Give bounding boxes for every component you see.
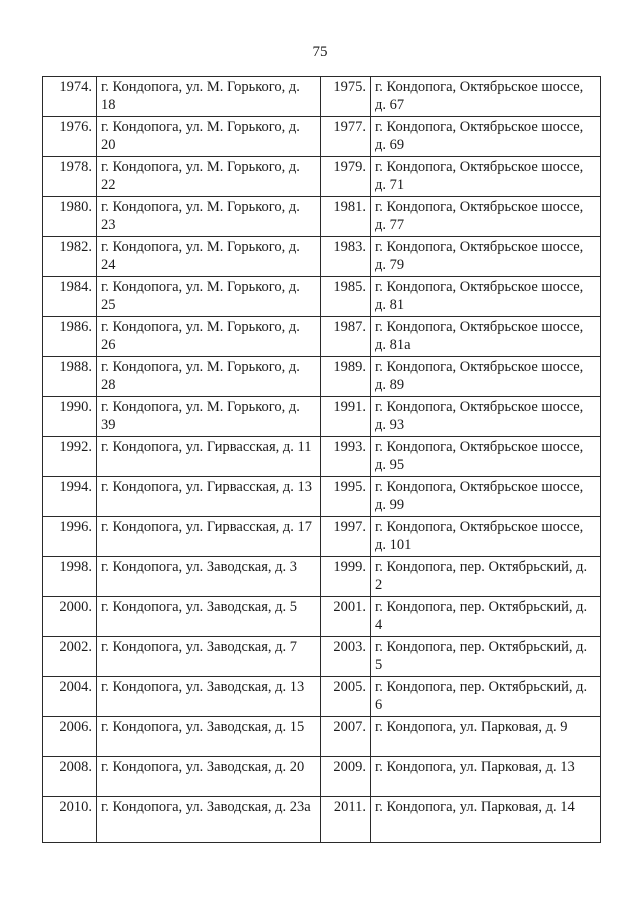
entry-address: г. Кондопога, Октябрьское шоссе, д. 71 — [371, 157, 601, 197]
entry-number: 1998. — [43, 557, 97, 597]
table-row — [43, 117, 601, 157]
entry-address: г. Кондопога, Октябрьское шоссе, д. 81а — [371, 317, 601, 357]
entry-number: 1975. — [321, 77, 371, 117]
entry-address: г. Кондопога, Октябрьское шоссе, д. 93 — [371, 397, 601, 437]
entry-number: 2005. — [321, 677, 371, 717]
table-row — [43, 237, 601, 277]
table-row — [43, 477, 601, 517]
entry-number: 2004. — [43, 677, 97, 717]
entry-address: г. Кондопога, ул. Заводская, д. 13 — [97, 677, 321, 717]
entry-number: 1990. — [43, 397, 97, 437]
entry-number: 1999. — [321, 557, 371, 597]
entry-number: 1994. — [43, 477, 97, 517]
entry-address: г. Кондопога, ул. М. Горького, д. 25 — [97, 277, 321, 317]
entry-number: 1983. — [321, 237, 371, 277]
entry-address: г. Кондопога, Октябрьское шоссе, д. 67 — [371, 77, 601, 117]
entry-address: г. Кондопога, ул. М. Горького, д. 22 — [97, 157, 321, 197]
entry-number: 1979. — [321, 157, 371, 197]
entry-address: г. Кондопога, Октябрьское шоссе, д. 69 — [371, 117, 601, 157]
table-row — [43, 437, 601, 477]
page-number: 75 — [312, 44, 328, 60]
entry-number: 1978. — [43, 157, 97, 197]
entry-number: 1991. — [321, 397, 371, 437]
entry-number: 2011. — [321, 797, 371, 843]
entry-number: 1977. — [321, 117, 371, 157]
entry-address: г. Кондопога, ул. Парковая, д. 13 — [371, 757, 601, 797]
entry-number: 1992. — [43, 437, 97, 477]
entry-number: 1985. — [321, 277, 371, 317]
entry-number: 1993. — [321, 437, 371, 477]
entry-address: г. Кондопога, ул. М. Горького, д. 28 — [97, 357, 321, 397]
entry-address: г. Кондопога, пер. Октябрьский, д. 2 — [371, 557, 601, 597]
entry-address: г. Кондопога, ул. Заводская, д. 7 — [97, 637, 321, 677]
entry-number: 1987. — [321, 317, 371, 357]
entry-address: г. Кондопога, ул. Парковая, д. 9 — [371, 717, 601, 757]
entry-number: 1984. — [43, 277, 97, 317]
entry-address: г. Кондопога, ул. Гирвасская, д. 17 — [97, 517, 321, 557]
entry-number: 2009. — [321, 757, 371, 797]
table-row — [43, 797, 601, 843]
entry-address: г. Кондопога, пер. Октябрьский, д. 4 — [371, 597, 601, 637]
entry-address: г. Кондопога, ул. М. Горького, д. 23 — [97, 197, 321, 237]
entry-number: 2008. — [43, 757, 97, 797]
table-row — [43, 717, 601, 757]
table-row — [43, 597, 601, 637]
entry-address: г. Кондопога, Октябрьское шоссе, д. 99 — [371, 477, 601, 517]
entry-address: г. Кондопога, ул. Заводская, д. 5 — [97, 597, 321, 637]
entry-address: г. Кондопога, ул. Заводская, д. 15 — [97, 717, 321, 757]
entry-address: г. Кондопога, ул. Заводская, д. 3 — [97, 557, 321, 597]
entry-number: 2006. — [43, 717, 97, 757]
entry-address: г. Кондопога, Октябрьское шоссе, д. 89 — [371, 357, 601, 397]
entry-address: г. Кондопога, ул. М. Горького, д. 26 — [97, 317, 321, 357]
entry-number: 1974. — [43, 77, 97, 117]
table-row — [43, 357, 601, 397]
entry-address: г. Кондопога, пер. Октябрьский, д. 6 — [371, 677, 601, 717]
entry-number: 1981. — [321, 197, 371, 237]
table-row — [43, 77, 601, 117]
entry-address: г. Кондопога, ул. Заводская, д. 23а — [97, 797, 321, 843]
entry-number: 2001. — [321, 597, 371, 637]
table-row — [43, 637, 601, 677]
entry-number: 1995. — [321, 477, 371, 517]
entry-number: 1988. — [43, 357, 97, 397]
entry-address: г. Кондопога, ул. М. Горького, д. 24 — [97, 237, 321, 277]
table-row — [43, 677, 601, 717]
entry-address: г. Кондопога, ул. М. Горького, д. 20 — [97, 117, 321, 157]
entry-number: 1976. — [43, 117, 97, 157]
entry-number: 1982. — [43, 237, 97, 277]
entry-number: 1980. — [43, 197, 97, 237]
table-row — [43, 397, 601, 437]
address-table-body — [43, 77, 601, 843]
entry-number: 2010. — [43, 797, 97, 843]
entry-number: 1996. — [43, 517, 97, 557]
entry-address: г. Кондопога, Октябрьское шоссе, д. 101 — [371, 517, 601, 557]
entry-address: г. Кондопога, пер. Октябрьский, д. 5 — [371, 637, 601, 677]
table-row — [43, 197, 601, 237]
table-row — [43, 757, 601, 797]
entry-address: г. Кондопога, ул. Гирвасская, д. 13 — [97, 477, 321, 517]
entry-address: г. Кондопога, ул. Парковая, д. 14 — [371, 797, 601, 843]
entry-number: 1989. — [321, 357, 371, 397]
entry-number: 2002. — [43, 637, 97, 677]
table-row — [43, 277, 601, 317]
table-row — [43, 517, 601, 557]
entry-address: г. Кондопога, Октябрьское шоссе, д. 77 — [371, 197, 601, 237]
entry-address: г. Кондопога, Октябрьское шоссе, д. 95 — [371, 437, 601, 477]
table-row — [43, 157, 601, 197]
entry-address: г. Кондопога, Октябрьское шоссе, д. 81 — [371, 277, 601, 317]
entry-address: г. Кондопога, Октябрьское шоссе, д. 79 — [371, 237, 601, 277]
address-table — [42, 76, 601, 843]
entry-address: г. Кондопога, ул. Гирвасская, д. 11 — [97, 437, 321, 477]
entry-number: 2003. — [321, 637, 371, 677]
entry-number: 2007. — [321, 717, 371, 757]
entry-number: 1986. — [43, 317, 97, 357]
entry-address: г. Кондопога, ул. Заводская, д. 20 — [97, 757, 321, 797]
entry-number: 1997. — [321, 517, 371, 557]
table-row — [43, 557, 601, 597]
entry-address: г. Кондопога, ул. М. Горького, д. 39 — [97, 397, 321, 437]
table-row — [43, 317, 601, 357]
entry-address: г. Кондопога, ул. М. Горького, д. 18 — [97, 77, 321, 117]
entry-number: 2000. — [43, 597, 97, 637]
